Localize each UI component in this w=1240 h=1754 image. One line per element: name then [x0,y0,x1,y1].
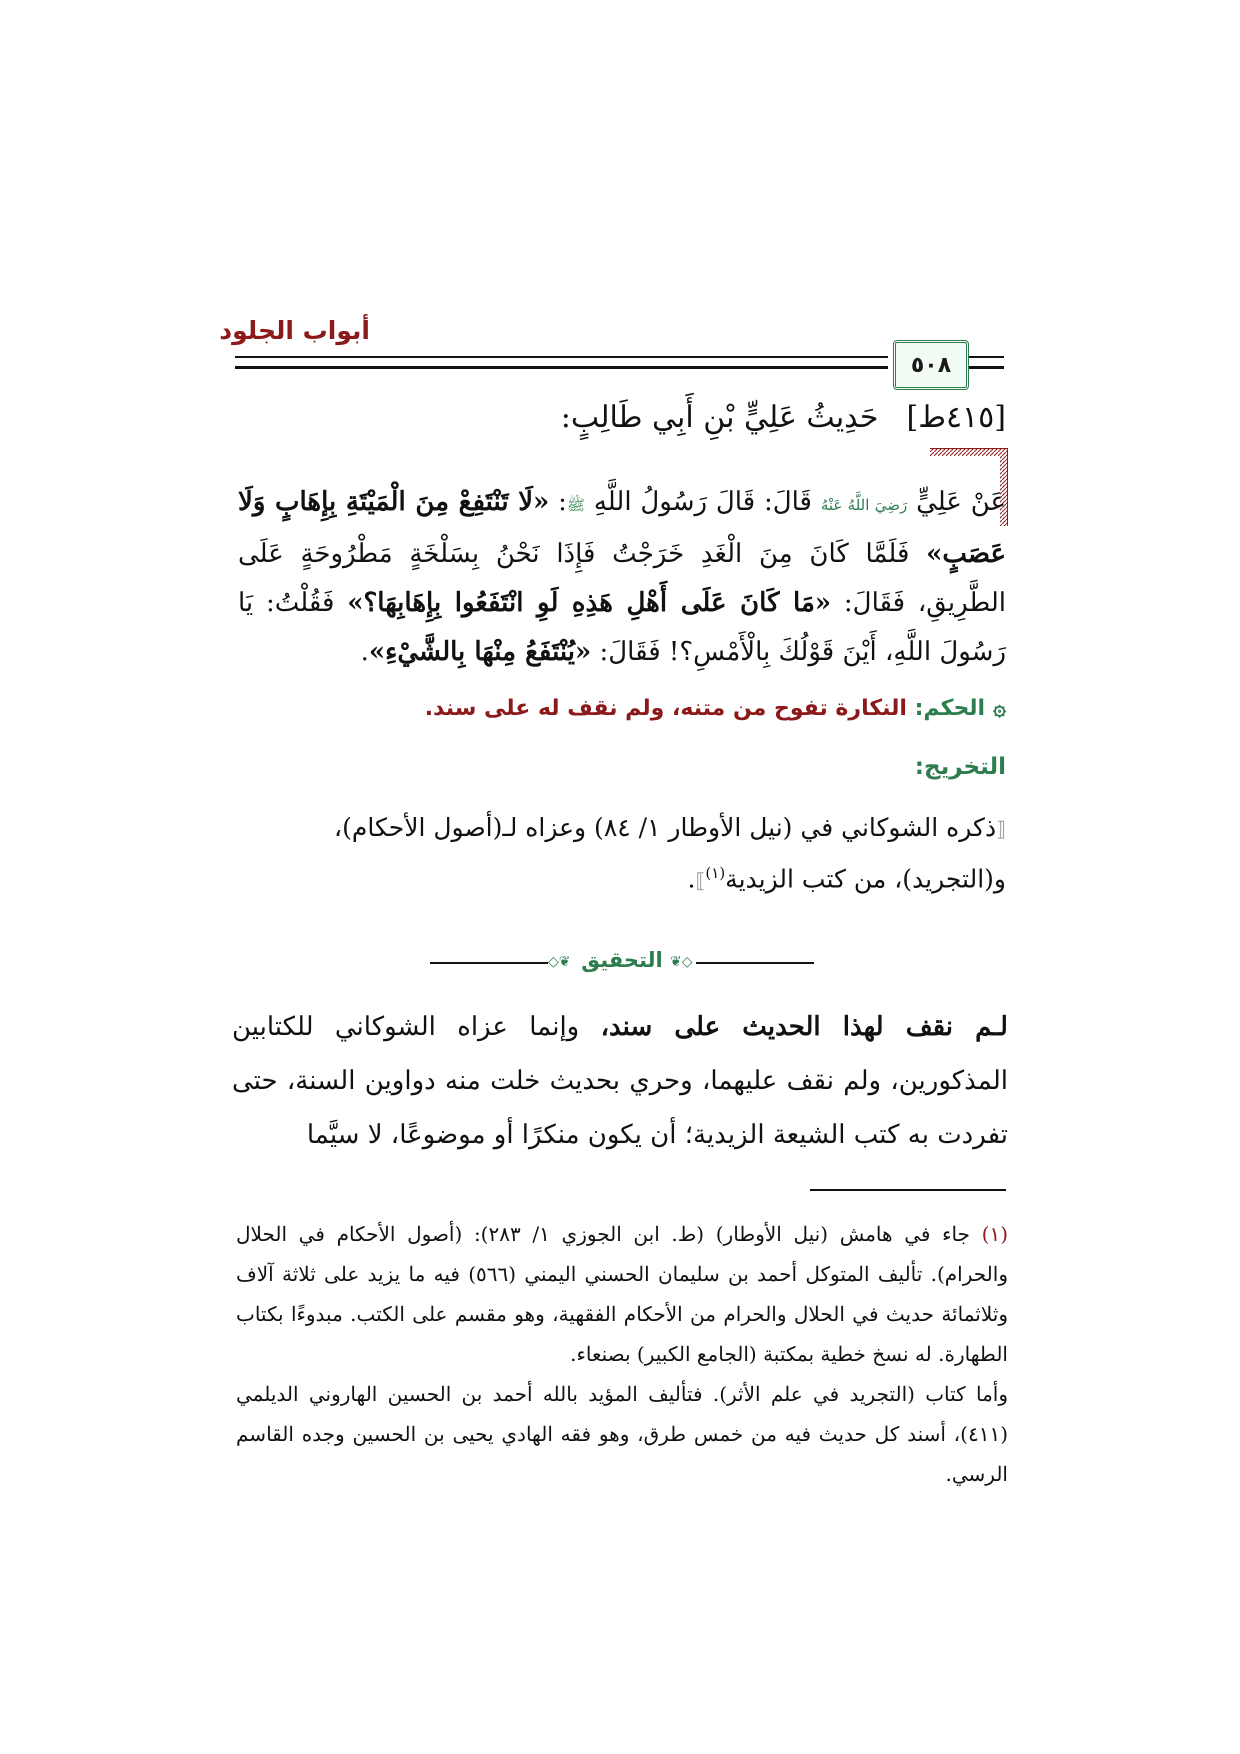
header-rule [235,366,888,369]
verdict [238,696,1006,721]
hadith-text-segment: فَقُلْتُ: يَا رَسُولَ اللَّهِ، أَيْنَ قَوْلُكَ بِالْأَمْسِ؟! فَقَالَ: [238,588,1006,667]
hadith-text-segment: قَالَ: قَالَ رَسُولُ اللَّهِ [585,487,821,517]
footnote-separator [810,1189,1006,1191]
hadith-heading [240,400,1006,435]
prophetic-quote: «لَا تَنْتَفِعْ مِنَ الْمَيْتَةِ بِإِهَابٍ وَلَا عَصَبٍ» [238,487,1006,569]
footnote-1 [236,1214,1008,1374]
verdict-label: الحكم: [914,696,986,721]
divider-ornament-icon: ❦◇ [670,954,693,970]
verdict-ornament-icon: ۞ [993,696,1006,721]
tahqiq-body: وإنما عزاه الشوكاني للكتابين المذكورين، ولم نقف عليهما، وحري بحديث خلت منه دواوين السنة، حتى تفردت به كتب الشيعة الزيدية؛ أن يكون منكرًا أو موضوعًا، لا سيَّما [232,1012,1008,1150]
hadith-number: [٤١٥ط] [906,400,1006,435]
divider-ornament-icon: ◇❦ [548,954,571,970]
divider-line [430,962,548,964]
hadith-text [238,478,1006,677]
hadith-text-segment: . [360,637,369,667]
footnote-number: (١) [981,1222,1009,1246]
header-rule [968,366,1004,369]
honorific-ali: رَضِيَ اللَّهُ عَنْهُ [820,496,908,514]
header-rule [235,356,888,358]
hadith-text-segment: فَلَمَّا كَانَ مِنَ الْغَدِ خَرَجْتُ فَإِذَا نَحْنُ بِسَلْخَةٍ مَطْرُوحَةٍ عَلَى الطَّرِيقِ، فَقَالَ: [238,539,1006,618]
verdict-text: النكارة تفوح من متنه، ولم نقف له على سند. [424,696,915,721]
tahqiq-text [232,1000,1008,1162]
footnote-1-continued: وأما كتاب (التجريد في علم الأثر). فتأليف المؤيد بالله أحمد بن الحسين الهاروني الديلمي (٤١١)، أسند كل حديث فيه من خمس طرق، وهو فقه الهادي يحيى بن الحسين وجده القاسم الرسي. [236,1382,1008,1486]
tahqiq-heading: التحقيق [581,948,663,972]
takhrij-text [238,806,1006,902]
running-title: أبواب الجلود [219,316,370,345]
takhrij-body: ذكره الشوكاني في (نيل الأوطار ١/ ٨٤) وعزاه لـ(أصول الأحكام)، و(التجريد)، من كتب الزيدية [334,813,1006,894]
hadith-title: حَدِيثُ عَلِيٍّ بْنِ أَبِي طَالِبٍ: [560,400,879,435]
prophetic-quote: «مَا كَانَ عَلَى أَهْلِ هَذِهِ لَوِ انْتَفَعُوا بِإِهَابِهَا؟» [347,588,832,618]
takhrij-end: . [687,864,696,894]
footnote-ref[interactable]: (١) [705,864,726,882]
hadith-text-segment: : [549,487,567,517]
section-divider [430,948,814,978]
tahqiq-lead: لـم نقف لهذا الحديث على سند، [600,1012,1008,1042]
page-number: ٥٠٨ [893,340,969,390]
divider-line [696,962,814,964]
hadith-text-segment: عَنْ عَلِيٍّ [916,487,1007,517]
close-bracket: ⟧ [695,868,706,893]
open-bracket: ⟦ [996,817,1006,841]
takhrij-heading: التخريج: [914,754,1006,780]
honorific-prophet: ﷺ [566,496,586,514]
footnotes [236,1214,1008,1494]
header-rule [968,356,1004,358]
prophetic-quote: «يُنْتَفَعُ مِنْهَا بِالشَّيْءِ» [368,637,592,667]
footnote-text: جاء في هامش (نيل الأوطار) (ط. ابن الجوزي ١/ ٢٨٣): (أصول الأحكام في الحلال والحرام). تأليف المتوكل أحمد بن سليمان الحسني اليمني (٥٦٦) فيه ما يزيد على ثلاثة آلاف وثلاثمائة حديث في الحلال والحرام من الأحكام الفقهية، وهو مقسم على الكتب. مبدوءًا بكتاب الطهارة. له نسخ خطية بمكتبة (الجامع الكبير) بصنعاء. [236,1222,1008,1366]
